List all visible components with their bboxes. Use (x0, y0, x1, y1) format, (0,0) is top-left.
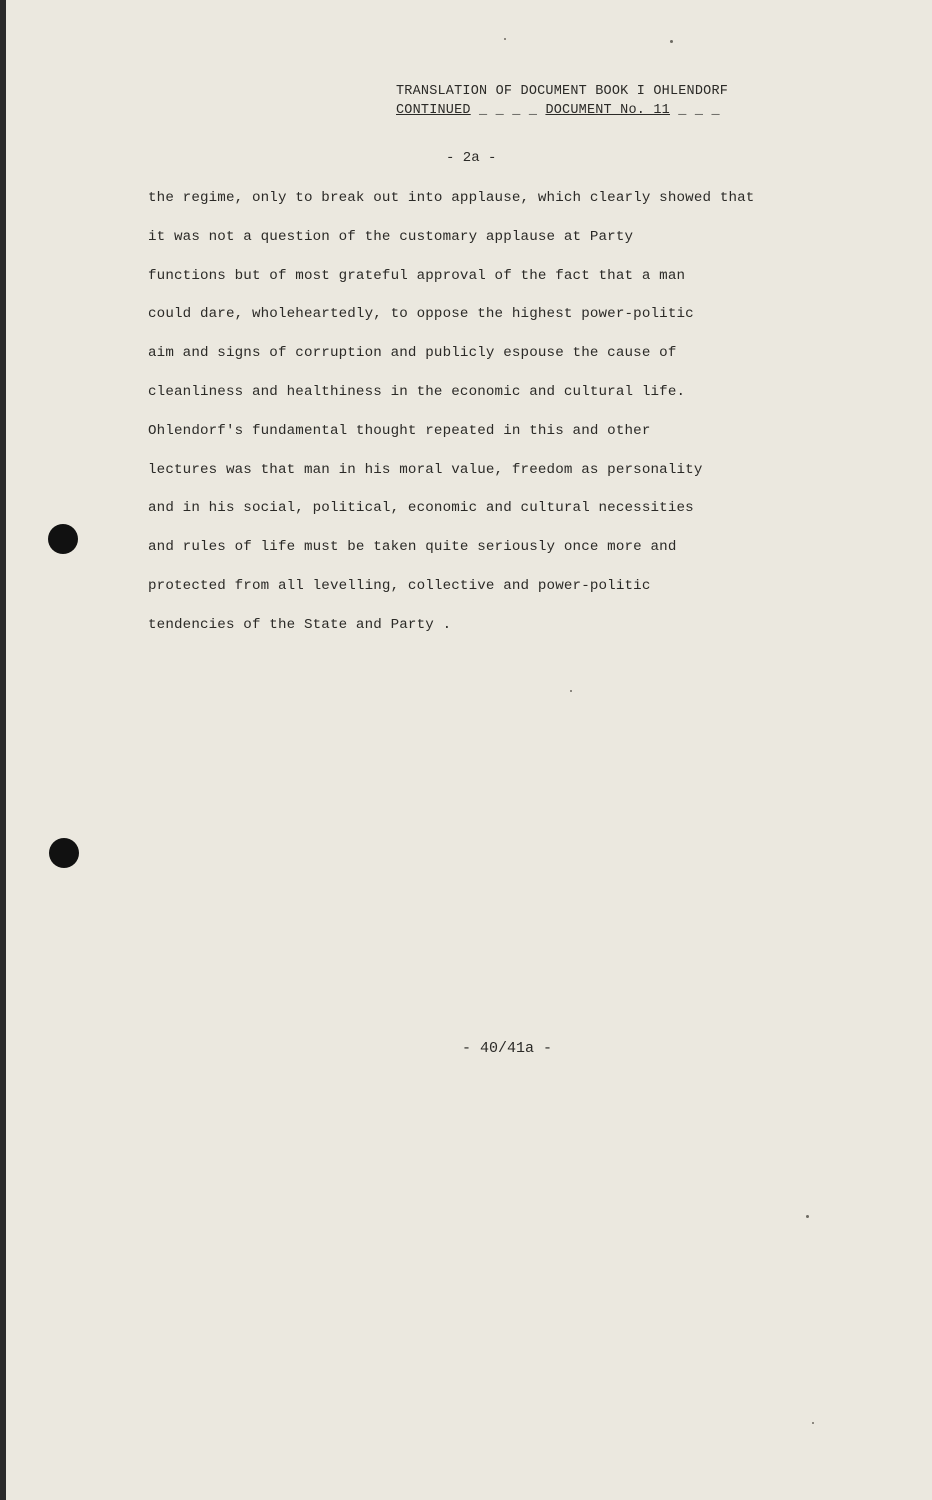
paper-speck (504, 38, 506, 40)
text-line: cleanliness and healthiness in the economic and cultural life. (148, 383, 686, 400)
punch-hole (49, 838, 79, 868)
body-text (148, 186, 838, 652)
text-line: aim and signs of corruption and publicly espouse the cause of (148, 345, 677, 362)
document-number: DOCUMENT No. 11 (545, 103, 670, 118)
paper-speck (670, 40, 673, 43)
text-line: it was not a question of the customary applause at Party (148, 228, 634, 245)
continued-label: CONTINUED (396, 103, 471, 118)
text-line: lectures was that man in his moral value, freedom as personality (148, 461, 703, 478)
footer-page-number: - 40/41a - (462, 1040, 553, 1057)
document-header-reference (396, 103, 720, 118)
punch-hole (48, 524, 78, 554)
text-line: could dare, wholeheartedly, to oppose the highest power-politic (148, 306, 694, 323)
text-line: protected from all levelling, collective and power-politic (148, 577, 651, 594)
paper-speck (806, 1215, 809, 1218)
document-header-title: TRANSLATION OF DOCUMENT BOOK I OHLENDORF (396, 84, 729, 99)
text-line: and rules of life must be taken quite seriously once more and (148, 539, 677, 556)
header-dashes: _ _ _ _ (470, 103, 546, 118)
text-line: and in his social, political, economic and cultural necessities (148, 500, 694, 517)
paper-speck (812, 1422, 814, 1424)
text-line: the regime, only to break out into applause, which clearly showed that (148, 190, 755, 206)
header-dashes: _ _ _ (669, 103, 720, 118)
page-marker: - 2a - (446, 150, 497, 166)
text-line: functions but of most grateful approval of the fact that a man (148, 267, 686, 284)
paper-speck (570, 690, 572, 692)
text-line: Ohlendorf's fundamental thought repeated in this and other (148, 422, 651, 439)
text-line: tendencies of the State and Party . (148, 616, 452, 633)
